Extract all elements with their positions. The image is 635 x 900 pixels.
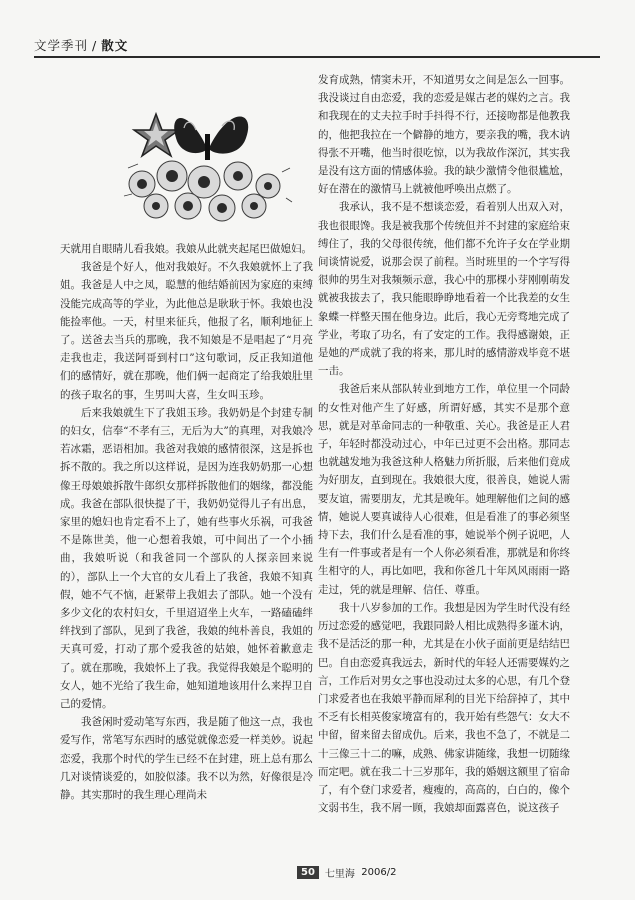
- paragraph: 我承认，我不是不想谈恋爱，看着别人出双入对，我也很眼馋。我是被我那个传统但并不封建的家庭给束缚住了，我的父母很传统，他们都不允许子女在学业期间谈情说爱，说那会误了前程。当时班里的一个字写得很帅的男生对我频频示意，我心中的那棵小芽刚刚萌发就被我拔去了，我只能眼睁睁地看着一个比我差的女生象蝶一样整天围在他身边。此后，我心无旁骛地完成了学业，考取了功名，有了安定的工作。我得感谢娘，正是她的严成就了我的将来，那儿时的感情游戏毕竟不堪一击。: [318, 201, 570, 378]
- paragraph: 我爸是个好人，他对我娘好。不久我娘就怀上了我姐。我爸是人中之凤，聪慧的他结婚前因为家庭的束缚没能完成高等的学业，为此他总是耿耿于怀。我娘也没能捡率他。一天，村里来征兵，他报了名，顺利地征上了。送爸去当兵的那晚，我不知娘是不是唱起了“月亮走我也走，我送阿哥到村口”这句歌词，反正我知道他们的感情好，就在那晚，他们俩一起商定了给我娘肚里的孩子取名的事，生男叫大喜，生女叫玉珍。: [60, 261, 313, 401]
- footer-magazine: 七里海: [324, 868, 355, 880]
- paragraph: 天就用自眼睛儿看我娘。我娘从此就夹起尾巴做媳妇。: [60, 243, 312, 255]
- footer-issue: 2006/2: [361, 866, 397, 878]
- paragraph: 后来我娘就生下了我姐玉珍。我奶奶是个封建专制的妇女，信奉“不孝有三，无后为大”的真理，对我娘冷若冰霜，恶语相加。我爸对我娘的感情很深，这是拆也拆不散的。我之所以这样说，是因为连我奶奶那一心想像王母娘娘拆散牛郎织女那样拆散他们的姻缘，都没能成。我爸在部队很快提了干，我奶奶觉得儿子有出息，家里的媳妇也肯定看不上了，她有些事火乐祸，可我爸不是陈世美，他一心想着我娘，可中间出了一个小插曲，我娘听说（和我爸同一个部队的人探亲回来说的），部队上一个大官的女儿看上了我爸，我娘不知真假，她不气不恼，赶紧带上我姐去了部队。她一个没有多少文化的农村妇女，千里迢迢坐上火车，一路磕磕绊绊找到了部队，见到了我爸，我娘的纯朴善良，我姐的天真可爱，打动了那个爱我爸的姑娘，她怀着歉意走了。就在那晚，我娘怀上了我。我觉得我娘是个聪明的女人，她不光给了我生命，她知道地该用什么来捍卫自己的爱情。: [60, 406, 313, 711]
- paragraph: 我十八岁参加的工作。我想是因为学生时代没有经历过恋爱的感觉吧，我跟同龄人相比成熟得多谨木讷，我不是活泛的那一种，尤其是在小伙子面前更是结结巴巴。自由恋爱真我远去，新时代的年轻人还需要媒妁之言，工作后对男女之事也没动过太多的心思，有几个登门求爱者也在我娘平静而犀利的目光下给辞掉了，其中不乏有长相英俊家境富有的，我开始有些怨气：女大不中留，留来留去留成仇。后来，我也不急了，不就是二十三像三十二的嘛，成熟、佛家讲随缘，我想一切随缘而定吧。就在我二十三岁那年，我的婚姻这额里了宿命了，有个登门求爱者，瘦瘦的，高高的，白白的，像个文弱书生，我不屑一顾，我娘却面露喜色，说这孩子: [318, 601, 570, 815]
- magazine-title: 文学季刊: [34, 38, 89, 53]
- header-separator: /: [92, 38, 98, 53]
- paragraph: 发育成熟，情窦未开，不知道男女之间是怎么一回事。我没谈过自由恋爱，我的恋爱是媒古老的媒妁之言。我和我现在的丈夫拉手时手抖得不行，还接吻都是他教我的，他把我拉在一个僻静的地方，要亲我的嘴，我木讷得张不开嘴，他当时很吃惊，以为我故作深沉，其实我是没有这方面的情感体验。我的缺少激情令他很尴尬，好在潜在的激情马上就被他呼唤出点燃了。: [318, 74, 570, 196]
- page-number: 50: [297, 866, 319, 879]
- right-text-column: [318, 71, 570, 861]
- section-title: 散文: [101, 38, 129, 53]
- running-header: [34, 36, 605, 56]
- paragraph: 我爸闲时爱动笔写东西，我是随了他这一点，我也爱写作，常笔写东西时的感觉就像恋爱一样美妙。说起恋爱，我那个时代的学生已经不在封建，班上总有那么几对谈情谈爱的，如胶似漆。我不以为然，好像很是冷静。其实那时的我生理心理尚未: [60, 716, 313, 802]
- butterfly-flower-illustration-icon: [118, 98, 294, 224]
- paragraph: 我爸后来从部队转业到地方工作，单位里一个同龄的女性对他产生了好感，所谓好感，其实不是那个意思，就是对革命同志的一种敬重、关心。我爸是正人君子，年轻时都没动过心，中年已过更不会出格。那同志也就越发地为我爸这种人格魅力所折服，后来他们竟成为好朋友，直到现在。我娘很大度，很善良，她说人需要友谊，需要朋友，尤其是晚年。她理解他们之间的感情，她说人要真诚待人心很难，但是看准了的事必须坚持下去，我们什么是看准的事，她说举个例子说吧，人生有一件事或者是有一个人你必须看准，那就是和你终生相守的人，再比如吧，我和你爸几十年风风雨雨一路走过，凭的就是理解、信任、尊重。: [318, 383, 570, 596]
- page-footer: [297, 863, 396, 881]
- header-rule: [34, 56, 600, 58]
- left-text-column: [60, 240, 313, 840]
